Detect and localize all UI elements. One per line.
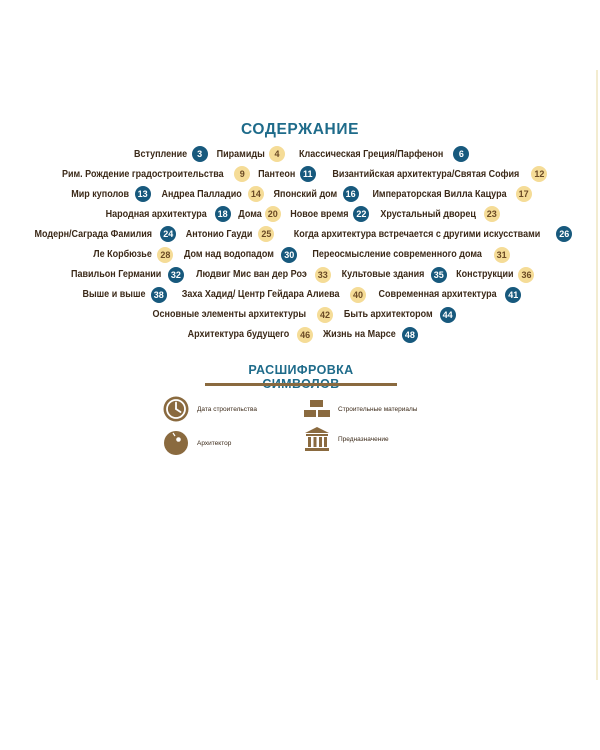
toc-entry-title: Переосмысление современного дома bbox=[312, 249, 483, 261]
page-number-badge: 20 bbox=[265, 206, 281, 222]
table-of-contents bbox=[0, 144, 600, 345]
legend-title-underline bbox=[205, 383, 397, 386]
toc-entry-title: Византийская архитектура/Святая София bbox=[332, 168, 520, 180]
page-number-badge: 9 bbox=[234, 166, 250, 182]
toc-entry[interactable] bbox=[270, 186, 359, 202]
toc-entry-title: Хрустальный дворец bbox=[380, 208, 477, 220]
page-number-badge: 17 bbox=[516, 186, 532, 202]
page-number-badge: 38 bbox=[151, 287, 167, 303]
toc-entry-title: Японский дом bbox=[273, 188, 338, 200]
legend-label: Строительные материалы bbox=[338, 405, 418, 413]
legend-label: Предназначение bbox=[338, 435, 389, 443]
toc-row bbox=[0, 244, 600, 264]
toc-entry[interactable] bbox=[100, 206, 230, 222]
page-number-badge: 42 bbox=[317, 307, 333, 323]
toc-entry-title: Выше и выше bbox=[82, 289, 146, 301]
toc-entry-title: Быть архитектором bbox=[343, 309, 433, 321]
toc-entry-title: Современная архитектура bbox=[378, 289, 497, 301]
toc-entry[interactable] bbox=[319, 327, 418, 343]
toc-entry-title: Жизнь на Марсе bbox=[323, 329, 396, 341]
toc-entry[interactable] bbox=[375, 206, 499, 222]
toc-row bbox=[0, 144, 600, 164]
toc-entry-title: Императорская Вилла Кацура bbox=[372, 188, 507, 200]
legend-item-building-materials bbox=[304, 396, 417, 422]
page-number-badge: 11 bbox=[300, 166, 316, 182]
toc-entry-title: Основные элементы архитектуры bbox=[152, 309, 307, 321]
toc-entry[interactable] bbox=[144, 307, 333, 323]
toc-entry-title: Модерн/Саграда Фамилия bbox=[34, 228, 152, 240]
page-number-badge: 25 bbox=[258, 226, 274, 242]
toc-entry-title: Ле Корбюзье bbox=[93, 249, 153, 261]
toc-entry-title: Дом над водопадом bbox=[184, 249, 275, 261]
toc-entry-title: Вступление bbox=[133, 148, 187, 160]
page-number-badge: 6 bbox=[453, 146, 469, 162]
page-number-badge: 30 bbox=[281, 247, 297, 263]
toc-entry[interactable] bbox=[214, 146, 285, 162]
toc-entry[interactable] bbox=[90, 247, 173, 263]
page-number-badge: 18 bbox=[215, 206, 231, 222]
page-number-badge: 48 bbox=[402, 327, 418, 343]
toc-entry[interactable] bbox=[157, 186, 264, 202]
toc-entry[interactable] bbox=[372, 287, 521, 303]
page-number-badge: 28 bbox=[157, 247, 173, 263]
toc-entry-title: Когда архитектура встречается с другими искусствами bbox=[294, 228, 541, 240]
toc-row bbox=[0, 184, 600, 204]
toc-entry-title: Конструкции bbox=[455, 269, 514, 281]
page-number-badge: 14 bbox=[248, 186, 264, 202]
toc-entry[interactable] bbox=[453, 267, 535, 283]
toc-row bbox=[0, 305, 600, 325]
toc-row bbox=[0, 204, 600, 224]
toc-entry[interactable] bbox=[182, 226, 274, 242]
toc-entry[interactable] bbox=[256, 166, 315, 182]
toc-entry-title: Классическая Греция/Парфенон bbox=[299, 148, 444, 160]
toc-entry[interactable] bbox=[303, 247, 509, 263]
page-title: СОДЕРЖАНИЕ bbox=[240, 121, 360, 138]
page-number-badge: 35 bbox=[431, 267, 447, 283]
architect-head-icon bbox=[163, 430, 189, 456]
bricks-icon bbox=[304, 396, 330, 422]
toc-entry[interactable] bbox=[291, 146, 469, 162]
clock-icon bbox=[163, 396, 189, 422]
toc-entry[interactable] bbox=[173, 287, 366, 303]
toc-entry[interactable] bbox=[337, 267, 447, 283]
page-number-badge: 41 bbox=[505, 287, 521, 303]
page-number-badge: 31 bbox=[494, 247, 510, 263]
toc-entry-title: Людвиг Мис ван дер Роэ bbox=[196, 269, 307, 281]
toc-entry-title: Антонио Гауди bbox=[185, 228, 253, 240]
toc-entry-title: Заха Хадид/ Центр Гейдара Алиева bbox=[181, 289, 340, 301]
toc-entry[interactable] bbox=[237, 206, 281, 222]
page-number-badge: 12 bbox=[531, 166, 547, 182]
toc-entry[interactable] bbox=[66, 267, 184, 283]
toc-entry-title: Пирамиды bbox=[216, 148, 265, 160]
legend-item-purpose bbox=[304, 426, 389, 452]
toc-row bbox=[0, 325, 600, 345]
toc-entry-title: Мир куполов bbox=[71, 188, 130, 200]
toc-entry[interactable] bbox=[322, 166, 548, 182]
page-number-badge: 40 bbox=[350, 287, 366, 303]
toc-entry-title: Рим. Рождение градостроительства bbox=[61, 168, 224, 180]
page-number-badge: 44 bbox=[440, 307, 456, 323]
toc-entry-title: Дома bbox=[237, 208, 262, 220]
building-columns-icon bbox=[304, 426, 330, 452]
toc-entry-title: Павильон Германии bbox=[70, 269, 161, 281]
toc-entry[interactable] bbox=[182, 327, 313, 343]
page-number-badge: 13 bbox=[135, 186, 151, 202]
legend-label: Дата строительства bbox=[197, 405, 257, 413]
toc-entry-title: Пантеон bbox=[258, 168, 296, 180]
legend-label: Архитектор bbox=[197, 439, 232, 447]
page-number-badge: 4 bbox=[269, 146, 285, 162]
toc-entry[interactable] bbox=[79, 287, 167, 303]
toc-entry-title: Народная архитектура bbox=[105, 208, 208, 220]
page-number-badge: 26 bbox=[556, 226, 572, 242]
legend-item-architect bbox=[163, 430, 231, 456]
page-number-badge: 24 bbox=[160, 226, 176, 242]
toc-entry-title: Архитектура будущего bbox=[187, 329, 290, 341]
page-number-badge: 23 bbox=[484, 206, 500, 222]
page-number-badge: 3 bbox=[192, 146, 208, 162]
page-number-badge: 33 bbox=[315, 267, 331, 283]
toc-row bbox=[0, 164, 600, 184]
toc-entry[interactable] bbox=[53, 166, 251, 182]
toc-entry-title: Новое время bbox=[289, 208, 349, 220]
toc-entry[interactable] bbox=[131, 146, 208, 162]
toc-entry[interactable] bbox=[190, 267, 331, 283]
toc-entry-title: Андреа Палладио bbox=[161, 188, 242, 200]
legend-title: РАСШИФРОВКА bbox=[248, 363, 354, 377]
toc-entry[interactable] bbox=[28, 226, 177, 242]
toc-entry[interactable] bbox=[179, 247, 297, 263]
toc-entry[interactable] bbox=[68, 186, 150, 202]
toc-entry[interactable] bbox=[280, 226, 572, 242]
toc-entry[interactable] bbox=[287, 206, 370, 222]
page-number-badge: 16 bbox=[343, 186, 359, 202]
page-number-badge: 36 bbox=[518, 267, 534, 283]
legend-item-construction-date bbox=[163, 396, 257, 422]
toc-entry[interactable] bbox=[365, 186, 532, 202]
toc-row bbox=[0, 224, 600, 244]
page-number-badge: 46 bbox=[297, 327, 313, 343]
toc-entry-title: Культовые здания bbox=[341, 269, 425, 281]
toc-row bbox=[0, 265, 600, 285]
toc-row bbox=[0, 285, 600, 305]
toc-entry[interactable] bbox=[339, 307, 456, 323]
page-number-badge: 22 bbox=[353, 206, 369, 222]
page-number-badge: 32 bbox=[168, 267, 184, 283]
